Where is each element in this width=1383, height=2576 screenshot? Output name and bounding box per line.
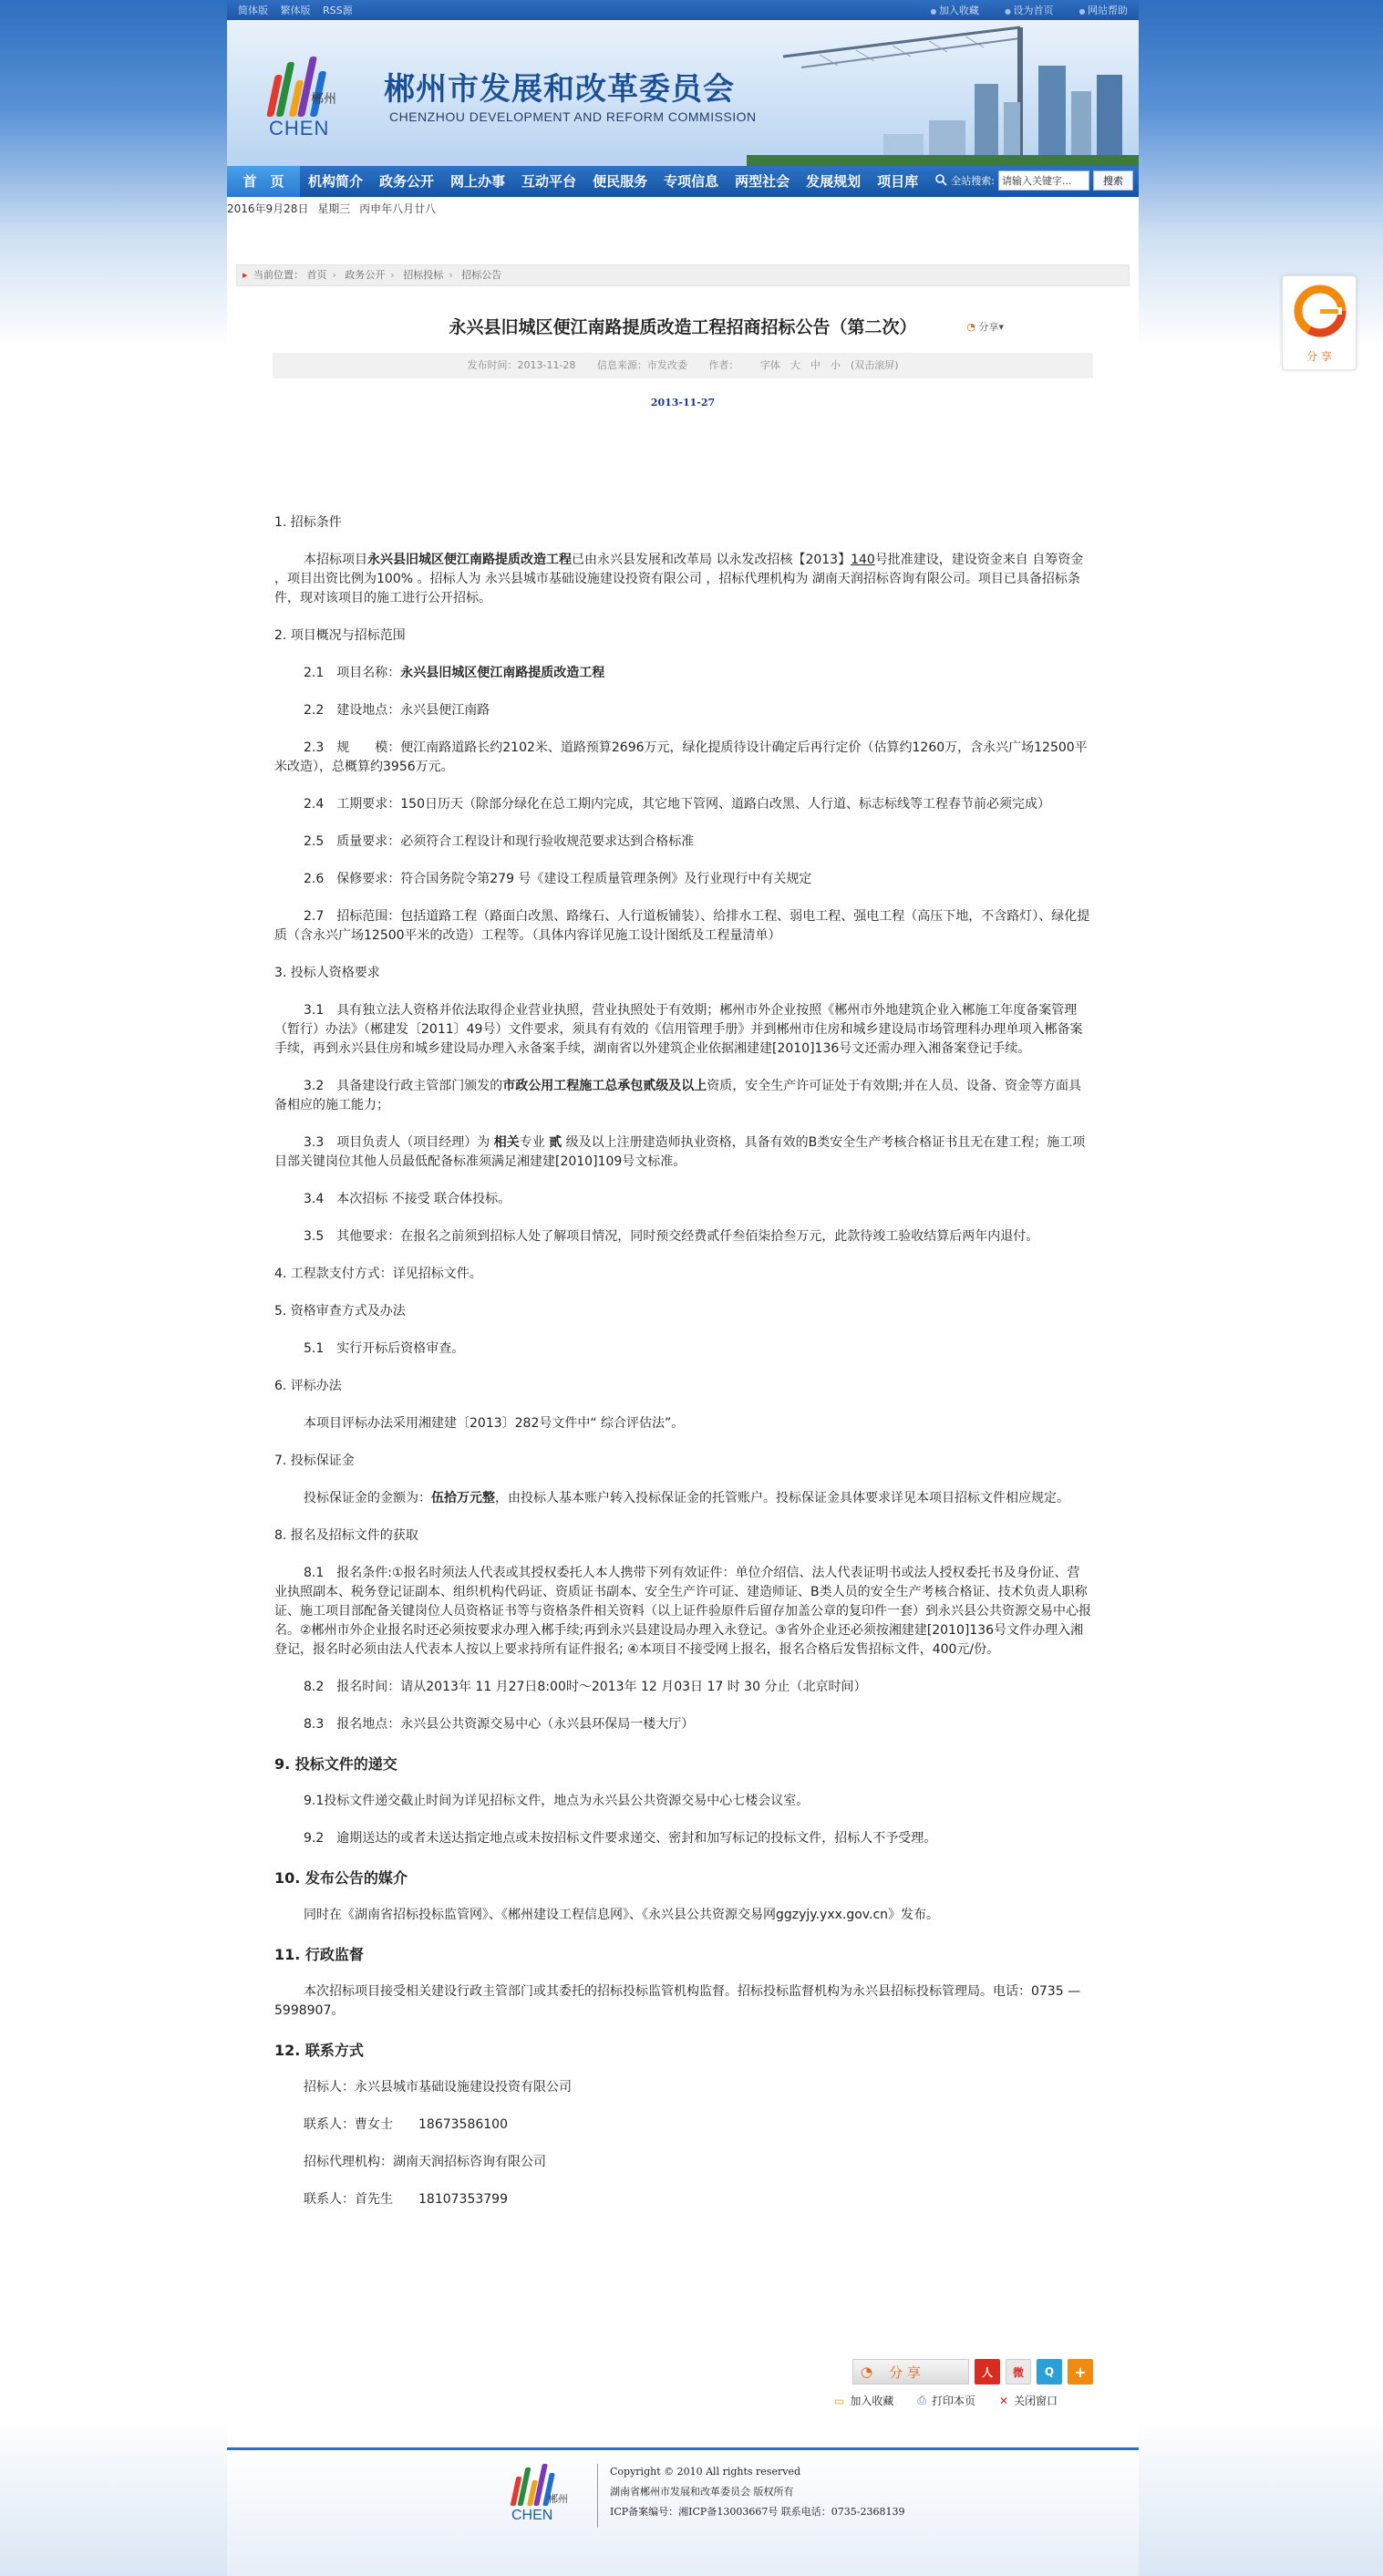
icp-info: ICP备案编号：湘ICP备13003667号 联系电话：0735-2368139 [610, 2506, 905, 2518]
share-button[interactable]: ◔ 分 享 [852, 2359, 969, 2385]
paragraph: 9.2 逾期送达的或者未送达指定地点或未按招标文件要求递交、密封和加写标记的投标文件，招标人不予受理。 [304, 1831, 937, 1846]
paragraph: 3.3 项目负责人（项目经理）为 相关专业 贰 级及以上注册建造师执业资格，具备有效的B类安全生产考核合格证书且无在建工程；施工项目部关键岗位其他人员最低配备标准须满足湘建建[2010]109号文标准。 [274, 1135, 1086, 1169]
section-heading: 12. 联系方式 [274, 2042, 364, 2059]
qzone-icon[interactable]: Q [1037, 2359, 1062, 2385]
link-rss[interactable]: RSS源 [323, 5, 353, 16]
floating-share-widget[interactable] [1282, 275, 1357, 370]
section-heading: 3. 投标人资格要求 [274, 966, 380, 980]
close-icon: ✕ [998, 2394, 1009, 2407]
site-subtitle: CHENZHOU DEVELOPMENT AND REFORM COMMISSION [389, 109, 757, 124]
logo-city-text: 郴州 [311, 92, 336, 107]
nav-two-type-society[interactable]: 两型社会 [735, 173, 790, 190]
share-small-button[interactable]: ◔ 分享▾ [966, 321, 1004, 333]
paragraph: 2.4 工期要求：150日历天（除部分绿化在总工期内完成，其它地下管网、道路白改黑、人行道、标志标线等工程春节前必须完成） [304, 797, 1050, 812]
contact-agency: 招标代理机构：湖南天润招标咨询有限公司 [304, 2155, 546, 2169]
contact-person-2: 联系人：首先生 18107353799 [304, 2192, 508, 2207]
share-icon: ◔ [966, 321, 975, 333]
main-nav [227, 166, 1139, 197]
current-date: 2016年9月28日 [227, 202, 309, 215]
article-title-row [227, 314, 1139, 338]
print-button[interactable]: ⎙ 打印本页 [917, 2394, 975, 2407]
paragraph: 同时在《湖南省招标投标监管网》、《郴州建设工程信息网》、《永兴县公共资源交易网ggzyjy.yxx.gov.cn》发布。 [304, 1908, 940, 1922]
paragraph: 2.5 质量要求：必须符合工程设计和现行验收规范要求达到合格标准 [304, 834, 695, 849]
section-heading: 10. 发布公告的媒介 [274, 1869, 408, 1887]
link-simplified[interactable]: 简体版 [238, 5, 268, 16]
article-body [274, 513, 1091, 2209]
printer-icon: ⎙ [917, 2394, 926, 2406]
paragraph: 3.1 具有独立法人资格并依法取得企业营业执照，营业执照处于有效期；郴州市外企业按照《郴州市外地建筑企业入郴施工年度备案管理（暂行）办法》（郴建发〔2011〕49号）文件要求，须具有有效的《信用管理手册》并到郴州市住房和城乡建设局市场管理科办理单项入郴备案手续，再到永兴县住房和城乡建设局办理入永备案手续，湖南省以外建筑企业依据湘建建[2010]136号文还需办理入湘备案登记手续。 [274, 1003, 1083, 1056]
share-logo-icon [1293, 284, 1347, 338]
nav-special-info[interactable]: 专项信息 [664, 173, 719, 190]
share-bar [852, 2357, 1093, 2386]
section-heading: 5. 资格审查方式及办法 [274, 1304, 406, 1319]
footer-divider [227, 2447, 1139, 2450]
nav-project-library[interactable]: 项目库 [877, 173, 919, 190]
section-heading: 11. 行政监督 [274, 1946, 364, 1963]
paragraph: 2.2 建设地点：永兴县便江南路 [304, 703, 490, 718]
paragraph: 3.4 本次招标 不接受 联合体投标。 [304, 1192, 511, 1206]
share-icon: ◔ [861, 2364, 873, 2380]
breadcrumb-home[interactable]: 首页 [306, 269, 327, 281]
paragraph: 8.1 报名条件:①报名时须法人代表或其授权委托人本人携带下列有效证件：单位介绍信、法人代表证明书或法人授权委托书及身份证、营业执照副本、税务登记证副本、组织机构代码证、资质证书副本、安全生产许可证、建造师证、B类人员的安全生产考核合格证、技术负责人职称证、施工项目部配备关键岗位人员资格证书等与资格条件相关资料（以上证件验原件后留存加盖公章的复印件一套）到永兴县公共资源交易中心报名。②郴州市外企业报名时还必须按要求办理入郴手续;再到永兴县建设局办理入永登记。③省外企业还必须按湘建建[2010]136号文件办理入湘登记，报名时必须由法人代表本人按以上要求持所有证件报名; ④本项目不接受网上报名，报名合格后发售招标文件，400元/份。 [274, 1566, 1091, 1657]
site-search [934, 171, 1133, 191]
breadcrumb-bid-notice[interactable]: 招标公告 [461, 269, 502, 281]
footer-logo: 郴州 CHEN [506, 2464, 579, 2528]
footer-text [610, 2462, 905, 2522]
article-date: 2013-11-27 [650, 397, 716, 409]
paragraph: 2.7 招标范围：包括道路工程（路面白改黑、路缘石、人行道板铺装）、给排水工程、弱电工程、强电工程（高压下地，不含路灯）、绿化提质（含永兴广场12500平米的改造）工程等。（具体内容详见施工设计图纸及工程量清单） [274, 909, 1090, 943]
section-heading: 9. 投标文件的递交 [274, 1755, 397, 1773]
close-window-button[interactable]: ✕ 关闭窗口 [998, 2394, 1058, 2407]
section-heading: 6. 评标办法 [274, 1379, 342, 1393]
nav-interactive[interactable]: 互动平台 [521, 173, 577, 190]
lunar-date: 丙申年八月廿八 [359, 202, 437, 215]
current-weekday: 星期三 [317, 202, 351, 215]
date-bar [227, 197, 1139, 221]
weibo-icon[interactable]: 微 [1006, 2359, 1031, 2385]
info-source: 信息来源：市发改委 [596, 359, 687, 371]
footer-separator [597, 2464, 598, 2528]
font-size-controls[interactable]: 字体 大 中 小 (双击滚屏) [759, 359, 899, 371]
section-heading: 1. 招标条件 [274, 515, 342, 530]
paragraph: 2.3 规 模：便江南路道路长约2102米、道路预算2696万元，绿化提质待设计确定后再行定价（估算约1260万，含永兴广场12500平米改造），总概算约3956万元。 [274, 740, 1088, 774]
paragraph: 5.1 实行开标后资格审查。 [304, 1341, 465, 1356]
section-heading: 7. 投标保证金 [274, 1454, 355, 1468]
top-bar [227, 0, 1139, 20]
search-input[interactable] [998, 171, 1089, 191]
publish-time: 发布时间：2013-11-28 [467, 359, 576, 371]
floating-share-label: 分 享 [1306, 350, 1332, 363]
search-label: 全站搜索: [934, 173, 995, 189]
link-add-favorite[interactable]: ● 加入收藏 [930, 3, 979, 17]
contact-person-1: 联系人：曹女士 18673586100 [304, 2117, 508, 2132]
article-meta [273, 353, 1093, 378]
author: 作者： [708, 359, 739, 371]
site-banner [227, 20, 1139, 166]
more-share-icon[interactable]: + [1068, 2359, 1093, 2385]
paragraph: 2.6 保修要求：符合国务院令第279 号《建设工程质量管理条例》及行业现行中有关规定 [304, 872, 812, 886]
link-set-homepage[interactable]: ● 设为首页 [1005, 3, 1054, 17]
link-site-help[interactable]: ● 网站帮助 [1079, 3, 1128, 17]
paragraph: 3.2 具备建设行政主管部门颁发的市政公用工程施工总承包贰级及以上资质，安全生产许可证处于有效期;并在人员、设备、资金等方面具备相应的施工能力； [274, 1079, 1081, 1112]
link-traditional[interactable]: 繁体版 [280, 5, 311, 16]
copyright-owner: 湖南省郴州市发展和改革委员会 版权所有 [610, 2486, 794, 2498]
nav-public-services[interactable]: 便民服务 [593, 173, 648, 190]
paragraph: 本项目评标办法采用湘建建〔2013〕282号文件中“ 综合评估法”。 [304, 1416, 685, 1431]
breadcrumb: ▸ 当前位置： 首页 › 政务公开 › 招标投标 › 招标公告 [236, 264, 1130, 286]
renren-icon[interactable]: 人 [975, 2359, 1000, 2385]
breadcrumb-bidding[interactable]: 招标投标 [403, 269, 444, 281]
site-title: 郴州市发展和改革委员会 [384, 71, 735, 108]
section-heading: 2. 项目概况与招标范围 [274, 628, 406, 643]
page-tools [834, 2393, 1058, 2408]
logo-en-text: CHEN [269, 117, 330, 140]
article-title: 永兴县旧城区便江南路提质改造工程招商招标公告（第二次） [449, 317, 917, 337]
skyline-illustration [747, 20, 1139, 166]
paragraph: 9.1投标文件递交截止时间为详见招标文件，地点为永兴县公共资源交易中心七楼会议室。 [304, 1794, 810, 1808]
folder-icon: ▭ [834, 2394, 845, 2407]
section-heading: 8. 报名及招标文件的获取 [274, 1528, 418, 1543]
nav-development-plan[interactable]: 发展规划 [806, 173, 862, 190]
nav-gov-affairs[interactable]: 政务公开 [379, 173, 435, 190]
site-logo[interactable] [260, 44, 360, 144]
nav-online-services[interactable]: 网上办事 [450, 173, 506, 190]
contact-tenderer: 招标人：永兴县城市基础设施建设投资有限公司 [304, 2080, 572, 2095]
section-heading: 4. 工程款支付方式：详见招标文件。 [274, 1267, 482, 1281]
search-icon [934, 173, 947, 189]
nav-home[interactable]: 首 页 [227, 166, 300, 197]
paragraph: 3.5 其他要求：在报名之前须到招标人处了解项目情况，同时预交经费贰仟叁佰柒拾叁万元，此款待竣工验收结算后两年内退付。 [304, 1229, 1039, 1244]
paragraph: 8.2 报名时间：请从2013年 11 月27日8:00时～2013年 12 月03日 17 时 30 分止（北京时间） [304, 1680, 867, 1694]
paragraph: 本次招标项目接受相关建设行政主管部门或其委托的招标投标监管机构监督。招标投标监督机构为永兴县招标投标管理局。电话：0735 — 5998907。 [274, 1984, 1081, 2018]
paragraph: 2.1 项目名称：永兴县旧城区便江南路提质改造工程 [304, 666, 605, 680]
paragraph: 本招标项目永兴县旧城区便江南路提质改造工程已由永兴县发展和改革局 以永发改招核【2013】140号批准建设，建设资金来自 自筹资金 ，项目出资比例为100% 。招标人为 永兴县城市基础设施建设投资有限公司 ，招标代理机构为 湖南天润招标咨询有限公司。项目已具备招标条件，现对该项目的施工进行公开招标。 [274, 553, 1084, 605]
add-favorite-button[interactable]: ▭ 加入收藏 [834, 2394, 894, 2407]
paragraph: 8.3 报名地点：永兴县公共资源交易中心（永兴县环保局一楼大厅） [304, 1717, 695, 1732]
nav-about[interactable]: 机构简介 [308, 173, 364, 190]
copyright: Copyright © 2010 All rights reserved [610, 2466, 800, 2478]
search-button[interactable]: 搜索 [1093, 171, 1133, 191]
breadcrumb-gov-affairs[interactable]: 政务公开 [345, 269, 386, 281]
paragraph: 投标保证金的金额为：伍拾万元整，由投标人基本账户转入投标保证金的托管账户。投标保证金具体要求详见本项目招标文件相应规定。 [304, 1491, 1069, 1505]
site-footer [227, 2451, 1139, 2576]
page-container [227, 0, 1139, 2576]
